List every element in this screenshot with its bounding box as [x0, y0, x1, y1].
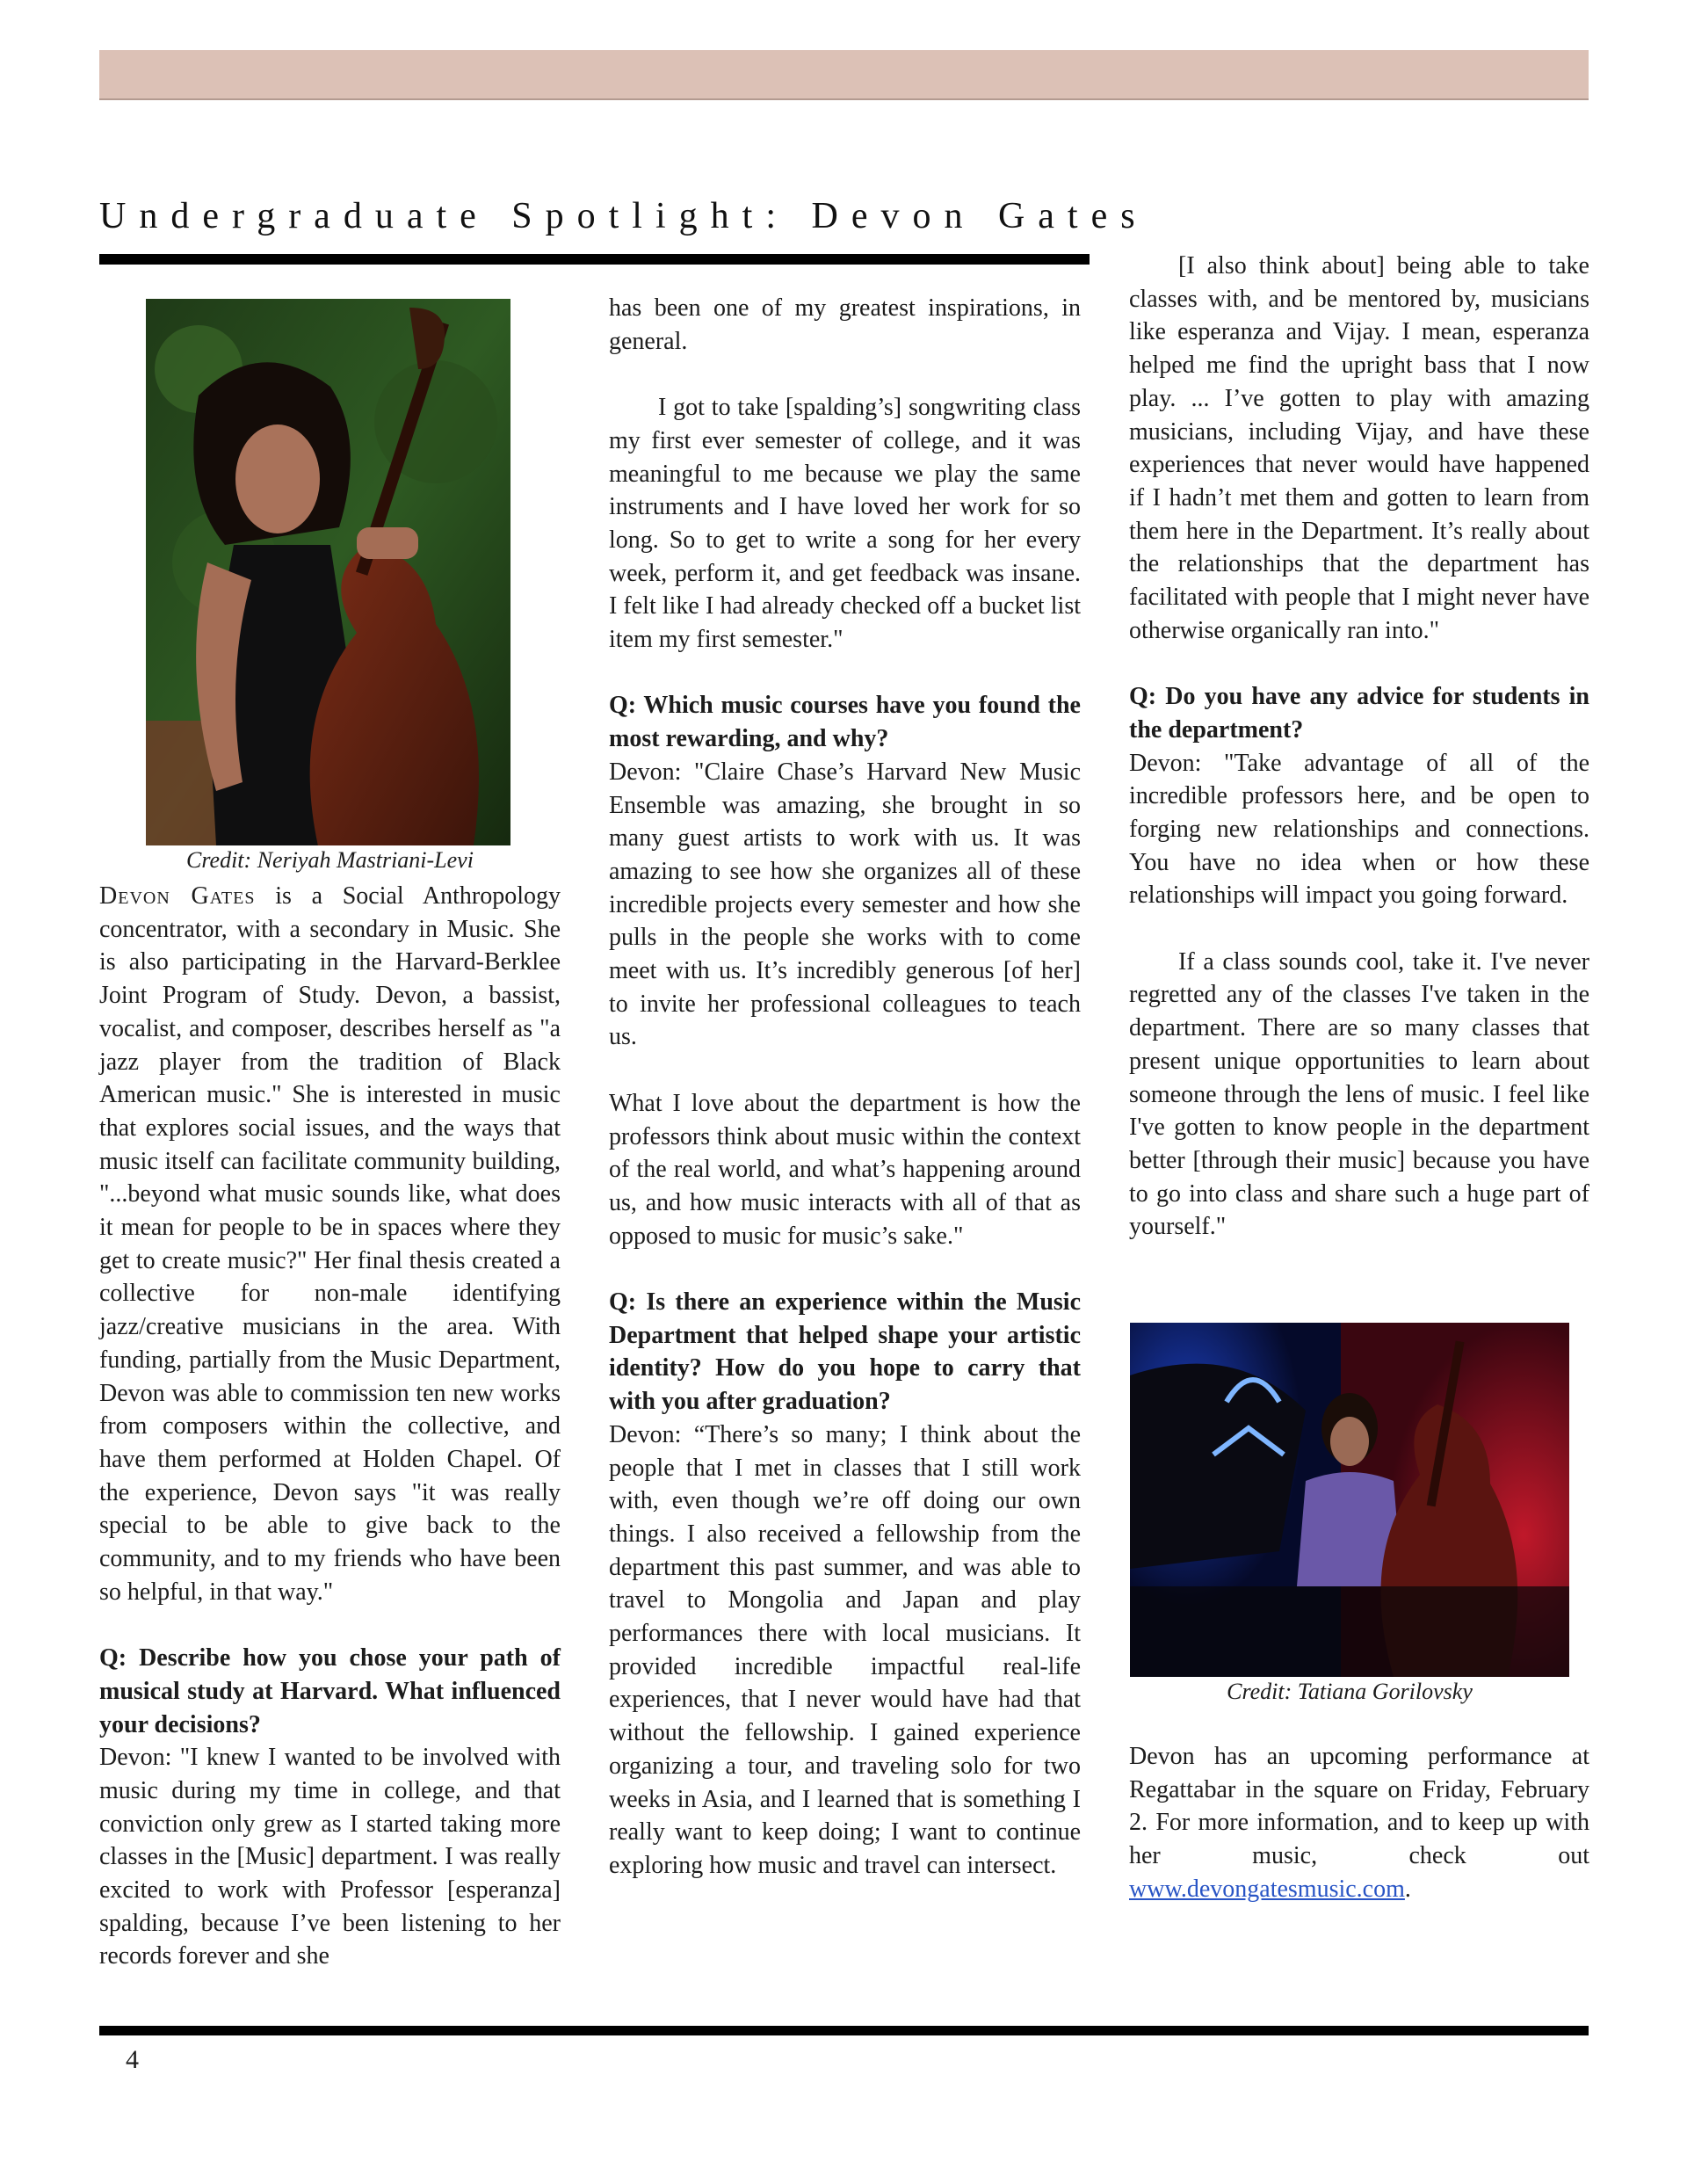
page-number: 4 — [126, 2045, 139, 2074]
header-band — [99, 50, 1589, 100]
question-2: Q: Which music courses have you found the most rewarding, and why? — [609, 692, 1081, 753]
question-4: Q: Do you have any advice for students in the department? — [1129, 683, 1589, 744]
answer-2-paragraph-2: What I love about the department is how the professors think about music within the context of the real world, and what’s happening around us, and how music interacts with all of that as opposed to music for music’s sake." — [609, 1089, 1081, 1250]
closing-text: Devon has an upcoming performance at Regattabar in the square on Friday, February 2. For more information, and to keep up with her music, check out — [1129, 1743, 1589, 1870]
footer-rule — [99, 2026, 1589, 2035]
bassist-performance-photo — [1130, 1323, 1569, 1677]
website-link[interactable]: www.devongatesmusic.com — [1129, 1875, 1405, 1903]
answer-3-paragraph-2: [I also think about] being able to take classes with, and be mentored by, musicians like esperanza and Vijay. I mean, esperanza helped me find the upright bass that I now play. ... I’ve gotten to play with amazing musicians, including Vijay, and have these experiences that never would have happened if I hadn’t met them and gotten to learn from them here in the Department. It’s really about the relationships that the department has facilitated with people that I might never have otherwise organically ran into." — [1129, 252, 1589, 644]
answer-3: Devon: “There’s so many; I think about the people that I met in classes that I still work with, even though we’re off doing our own things. I also received a fellowship from the department this past summer, and was able to travel to Mongolia and Japan and play performances there with local musicians. It provided incredible impactful real-life experiences, that I never would have had that without the fellowship. I gained experience organizing a tour, and traveling solo for two weeks in Asia, and I learned that is something I really want to keep doing; I want to continue exploring how music and travel can intersect. — [609, 1420, 1081, 1879]
title-rule — [99, 254, 1090, 265]
article-closing — [1129, 1740, 1589, 1906]
answer-2: Devon: "Claire Chase’s Harvard New Music Ensemble was amazing, she brought in so many guest artists to work with us. It was amazing to see how she organizes all of these incredible projects every semester and how she pulls in the people she works with to come meet with us. It’s incredibly generous [of her] to invite her professional colleagues to teach us. — [609, 758, 1081, 1051]
bassist-portrait-photo — [146, 299, 510, 845]
portrait-credit: Credit: Neriyah Mastriani-Levi — [186, 847, 474, 873]
intro-paragraph — [99, 880, 561, 1608]
answer-1: Devon: "I knew I wanted to be involved with music during my time in college, and that conviction only grew as I started taking more classes in the [Music] department. I was really excited to work with Professor [esperanza] spalding, because I’ve been listening to her records forever and she — [99, 1744, 561, 1970]
intro-text: is a Social Anthropology concentrator, with a secondary in Music. She is also participating in the Harvard-Berklee Joint Program of Study. Devon, a bassist, vocalist, and composer, describes herself as "a jazz player from the tradition of Black American music." She is interested in music that explores social issues, and the ways that music itself can facilitate community building, "...beyond what music sounds like, what does it mean for people to be in spaces where they get to create music?" Her final thesis created a collective for non-male identifying jazz/creative musicians in the area. With funding, partially from the Music Department, Devon was able to commission ten new works from composers within the collective, and have them performed at Holden Chapel. Of the experience, Devon says "it was really special to be able to give back to the community, and to my friends who have been so helpful, in that way." — [99, 882, 561, 1606]
answer-4-paragraph-2: If a class sounds cool, take it. I've never regretted any of the classes I've taken in the department. There are so many classes that present unique opportunities to learn about someone through the lens of music. I feel like I've gotten to know people in the department better [through their music] because you have to go into class and share such a huge part of yourself." — [1129, 947, 1589, 1241]
page-title: Undergraduate Spotlight: Devon Gates — [99, 196, 1148, 236]
subject-name: Devon Gates — [99, 882, 256, 910]
article-column-1 — [99, 880, 561, 1973]
answer-1-paragraph-2: I got to take [spalding’s] songwriting class my first ever semester of college, and it was meaningful to me because we play the same instruments and I have loved her work for so long. So to get to write a song for her every week, perform it, and get feedback was insane. I felt like I had already checked off a bucket list item my first semester." — [609, 394, 1081, 654]
article-column-3 — [1129, 250, 1589, 1244]
article-column-2 — [609, 292, 1081, 1883]
answer-1-continued: has been one of my greatest inspirations, in general. — [609, 294, 1081, 355]
question-3: Q: Is there an experience within the Music Department that helped shape your artistic identity? How do you hope to carry that with you after graduation? — [609, 1288, 1081, 1416]
closing-paragraph — [1129, 1740, 1589, 1906]
question-1: Q: Describe how you chose your path of musical study at Harvard. What influenced your decisions? — [99, 1644, 561, 1738]
performance-credit: Credit: Tatiana Gorilovsky — [1227, 1679, 1473, 1704]
answer-4: Devon: "Take advantage of all of the incredible professors here, and be open to forging new relationships and connections. You have no idea when or how these relationships will impact you going forward. — [1129, 749, 1589, 910]
closing-period: . — [1404, 1875, 1411, 1903]
